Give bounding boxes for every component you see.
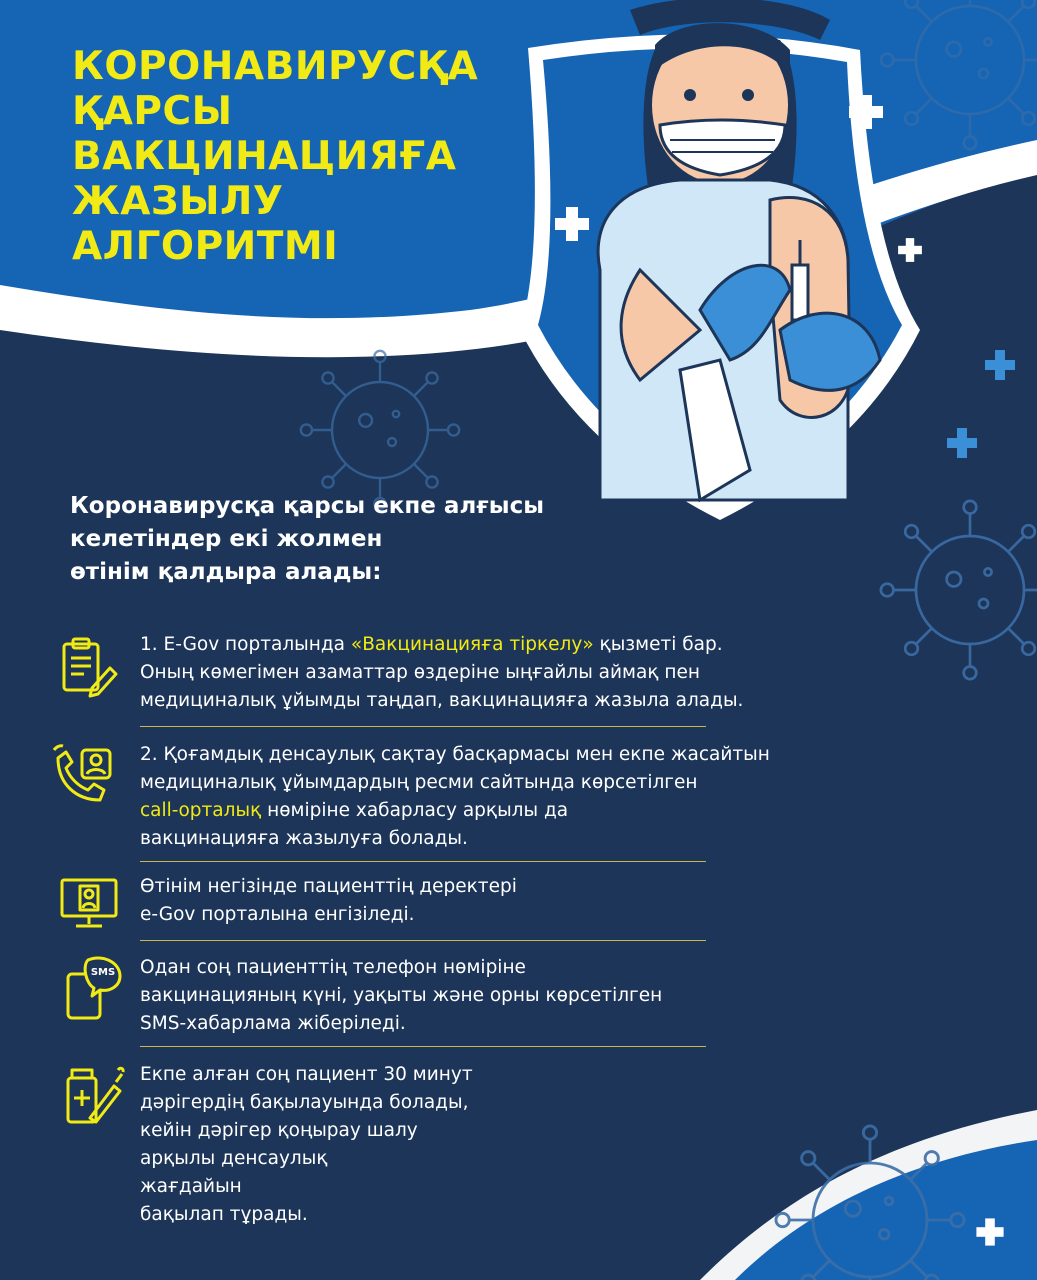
- sms-phone-icon: [62, 956, 124, 1022]
- step-text: Одан соң пациенттің телефон нөміріне: [140, 957, 526, 978]
- divider: [140, 940, 706, 941]
- step-text: дәрігердің бақылауында болады,: [140, 1092, 469, 1113]
- title-line: ЖАЗЫЛУ: [72, 179, 284, 224]
- step-text: Екпе алған соң пациент 30 минут: [140, 1064, 473, 1085]
- step-text: арқылы денсаулық: [140, 1148, 328, 1169]
- poster-title: [72, 44, 478, 269]
- step-egov-portal: [140, 631, 743, 715]
- step-text: 2. Қоғамдық денсаулық сақтау басқармасы мен екпе жасайтын: [140, 744, 770, 765]
- service-name-highlight: «Вакцинацияға тіркелу»: [350, 634, 594, 655]
- step-text: e-Gov порталына енгізіледі.: [140, 904, 415, 925]
- computer-user-icon: [58, 876, 120, 930]
- clipboard-pen-icon: [58, 636, 120, 698]
- intro-text: [70, 490, 670, 589]
- step-text: нөміріне хабарласу арқылы да: [261, 800, 569, 821]
- step-text: бақылап тұрады.: [140, 1204, 308, 1225]
- vaccine-syringe-icon: [60, 1064, 126, 1128]
- step-text: жағдайын: [140, 1176, 242, 1197]
- title-line: АЛГОРИТМІ: [72, 224, 339, 269]
- title-line: ВАКЦИНАЦИЯҒА: [72, 134, 457, 179]
- step-text: Оның көмегімен азаматтар өздеріне ыңғайлы аймақ пен: [140, 662, 700, 683]
- title-line: ҚАРСЫ: [72, 89, 233, 134]
- step-text: медициналық ұйымдардың ресми сайтында көрсетілген: [140, 772, 698, 793]
- step-sms-notification: [140, 954, 662, 1038]
- call-center-highlight: call-орталық: [140, 800, 262, 821]
- divider: [140, 1046, 706, 1047]
- sms-label: SMS: [90, 967, 116, 978]
- intro-line: келетіндер екі жолмен: [70, 526, 383, 552]
- step-text: вакцинацияға жазылуға болады.: [140, 828, 468, 849]
- step-text: 1. E-Gov порталында: [140, 634, 351, 655]
- title-line: КОРОНАВИРУСҚА: [72, 44, 479, 89]
- step-data-entry: [140, 873, 517, 929]
- step-text: медициналық ұйымды таңдап, вакцинацияға жазыла алады.: [140, 690, 744, 711]
- step-text: Өтінім негізінде пациенттің деректері: [140, 876, 517, 897]
- intro-line: өтінім қалдыра алады:: [70, 559, 382, 585]
- step-post-vaccination: [140, 1061, 473, 1229]
- divider: [140, 726, 706, 727]
- step-text: SMS-хабарлама жіберіледі.: [140, 1013, 406, 1034]
- call-center-phone-icon: [52, 744, 118, 806]
- step-text: қызметі бар.: [593, 634, 723, 655]
- intro-line: Коронавирусқа қарсы екпе алғысы: [70, 493, 545, 519]
- step-text: кейін дәрігер қоңырау шалу: [140, 1120, 418, 1141]
- divider: [140, 861, 706, 862]
- step-text: вакцинацияның күні, уақыты және орны көрсетілген: [140, 985, 663, 1006]
- step-call-center: [140, 741, 770, 853]
